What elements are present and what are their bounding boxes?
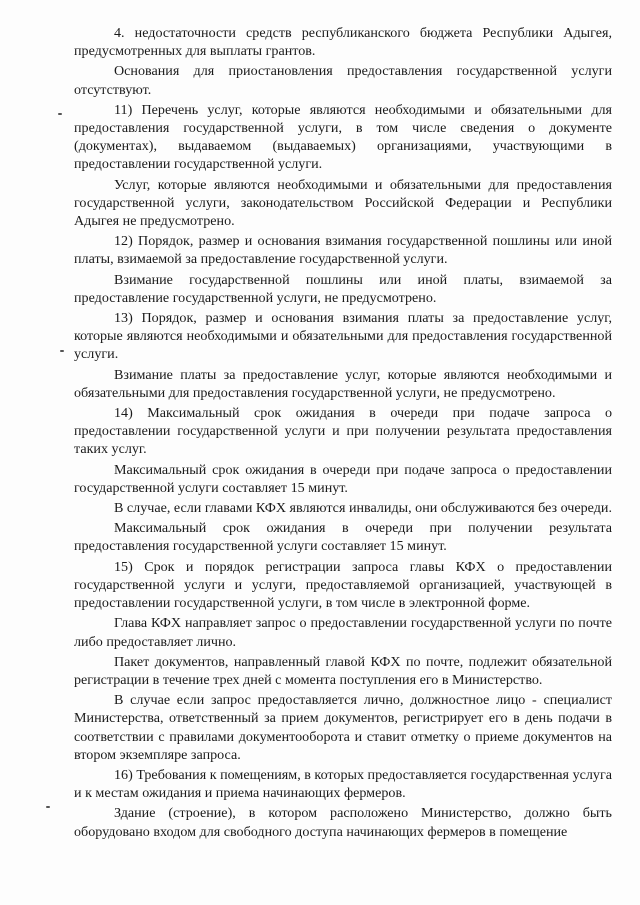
paragraph: 12) Порядок, размер и основания взимания государственной пошлины или иной платы, взимаемой за предоставление государственной услуги. [74,233,612,268]
paragraph: 11) Перечень услуг, которые являются необходимыми и обязательными для предоставления государственной услуги, в том числе сведения о документе (документах), выдаваемом (выдаваемых) организациями, участвующими в предоставлении государственной услуги. [74,101,612,173]
paragraph: Взимание платы за предоставление услуг, которые являются необходимыми и обязательными для предоставления государственной услуги, не предусмотрено. [74,366,612,401]
scan-mark [58,113,62,115]
paragraph: Услуг, которые являются необходимыми и обязательными для предоставления государственной услуги, законодательством Российской Федерации и Республики Адыгея не предусмотрено. [74,176,612,230]
document-body [74,24,612,841]
paragraph: Максимальный срок ожидания в очереди при получении результата предоставления государственной услуги составляет 15 минут. [74,520,612,555]
scan-mark [60,350,64,352]
paragraph: Основания для приостановления предоставления государственной услуги отсутствуют. [74,63,612,98]
paragraph: В случае если запрос предоставляется лично, должностное лицо - специалист Министерства, ответственный за прием документов, регистрирует его в день подачи в соответствии с правилами документооборота и ставит отметку о приеме документов на втором экземпляре запроса. [74,692,612,763]
paragraph: Здание (строение), в котором расположено Министерство, должно быть оборудовано входом для свободного доступа начинающих фермеров в помещение [74,805,612,840]
paragraph: 14) Максимальный срок ожидания в очереди при подаче запроса о предоставлении государственной услуги и при получении результата предоставления таких услуг. [74,405,612,458]
paragraph: Пакет документов, направленный главой КФХ по почте, подлежит обязательной регистрации в течение трех дней с момента поступления его в Министерство. [74,653,612,688]
scan-mark [46,806,50,808]
paragraph: Максимальный срок ожидания в очереди при подаче запроса о предоставлении государственной услуги составляет 15 минут. [74,461,612,496]
paragraph: 4. недостаточности средств республиканского бюджета Республики Адыгея, предусмотренных для выплаты грантов. [74,25,612,60]
paragraph: 15) Срок и порядок регистрации запроса главы КФХ о предоставлении государственной услуги и услуги, предоставляемой организацией, участвующей в предоставлении государственной услуги, в том числе в электронной форме. [74,558,612,612]
paragraph: 16) Требования к помещениям, в которых предоставляется государственная услуга и к местам ожидания и приема начинающих фермеров. [74,766,612,802]
paragraph: В случае, если главами КФХ являются инвалиды, они обслуживаются без очереди. [114,500,612,517]
paragraph: Глава КФХ направляет запрос о предоставлении государственной услуги по почте либо предоставляет лично. [74,615,612,650]
paragraph: 13) Порядок, размер и основания взимания платы за предоставление услуг, которые являются необходимыми и обязательными для предоставления государственной услуги. [74,310,612,363]
paragraph: Взимание государственной пошлины или иной платы, взимаемой за предоставление государственной услуги, не предусмотрено. [74,271,612,306]
